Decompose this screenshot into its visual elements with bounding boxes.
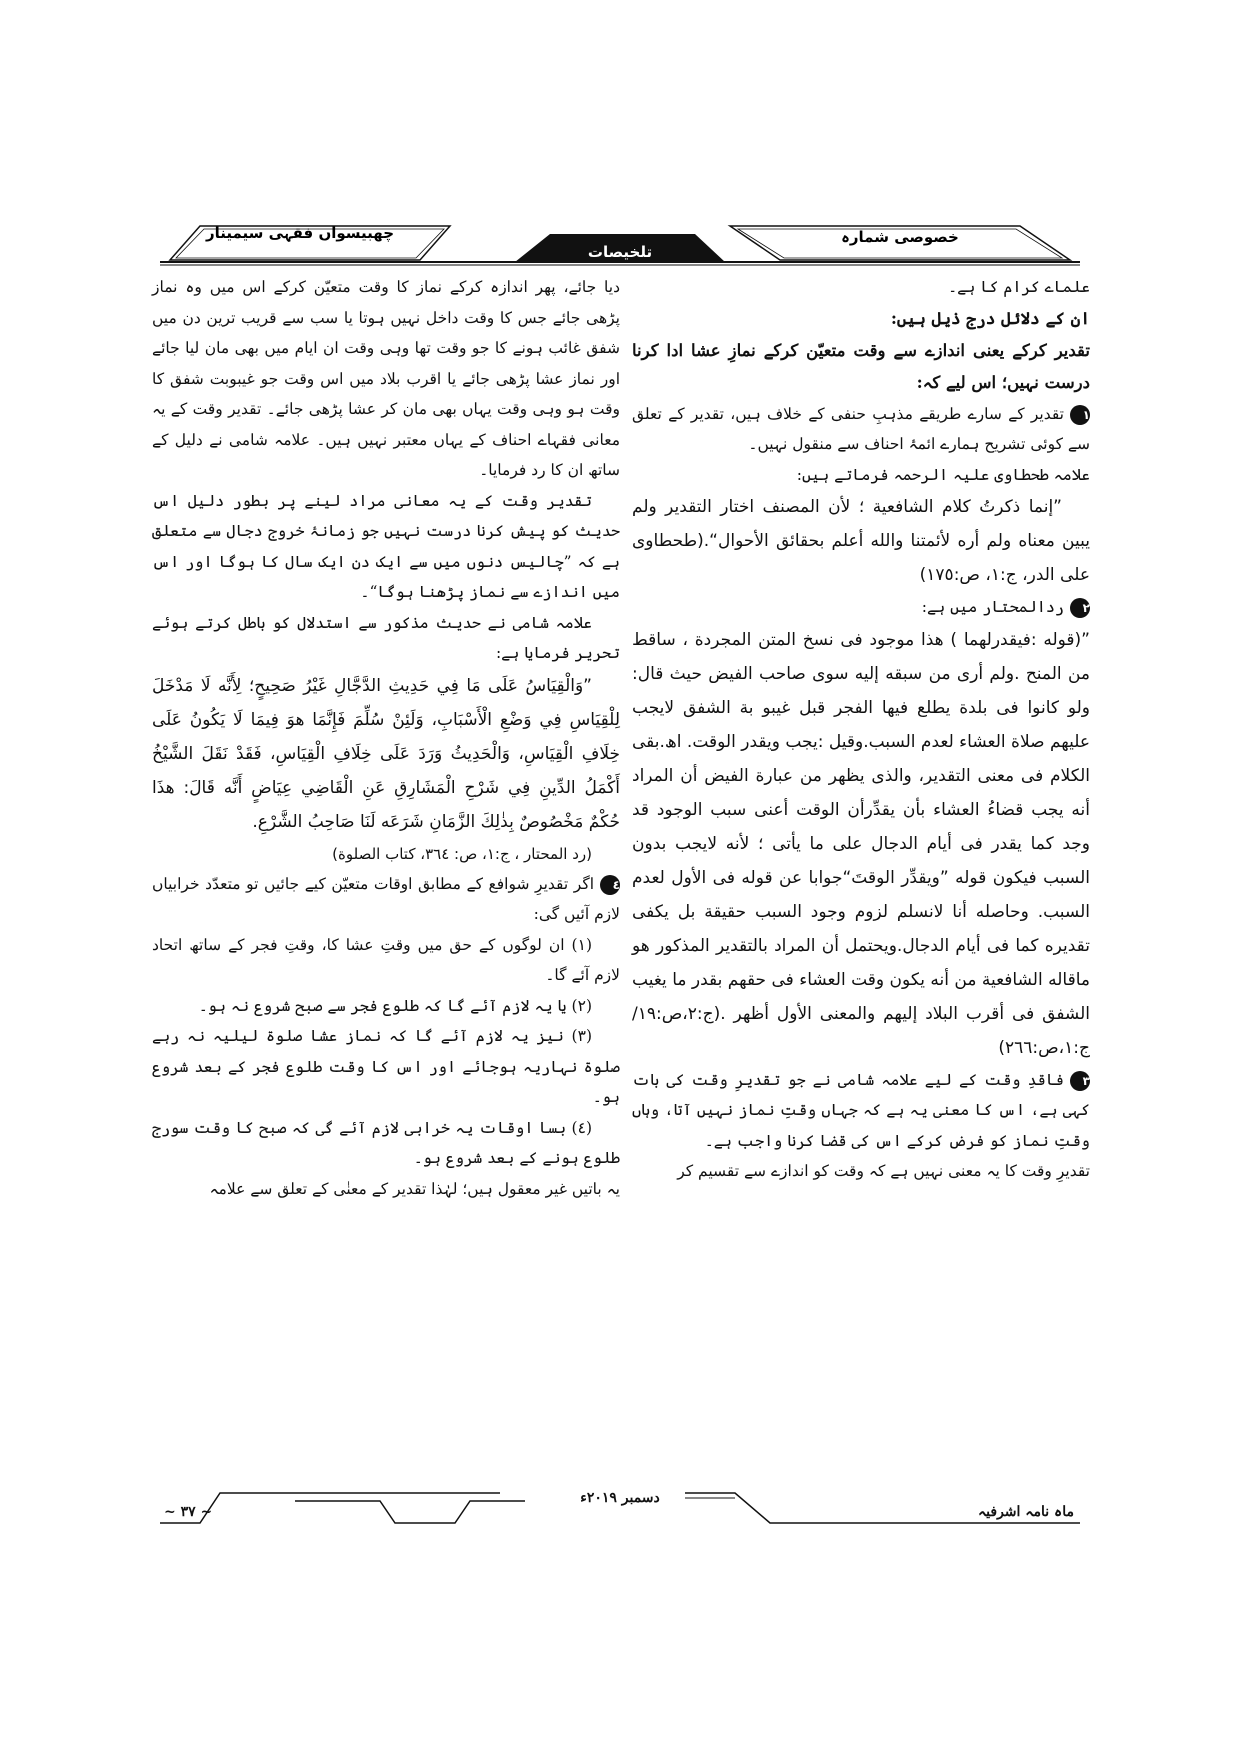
paragraph-text: تقدیر کے سارے طریقے مذہبِ حنفی کے خلاف ہیں، تقدیر کے تعلق سے کوئی تشریح ہمارے ائمۂ احناف سے منقول نہیں۔	[632, 404, 1090, 453]
paragraph: یہ باتیں غیر معقول ہیں؛ لہٰذا تقدیر کے معنٰی کے تعلق سے علامہ	[209, 1179, 620, 1198]
paragraph: دیا جائے، پھر اندازہ کرکے نماز کا وقت متعیّن کرکے اس میں وہ نماز پڑھی جائے جس کا وقت داخل نہیں ہوتا یا سب سے قریب ترین دن میں شفق غائب ہونے کا جو وقت تھا وہی وقت ان ایام میں بھی مان لیا جائے اور نماز عشا پڑھی جائے یا اقرب بلاد میں اس وقت جو غیبوبت شفق کا وقت ہو وہی وقت یہاں بھی مان کر عشا پڑھی جائے۔ تقدیر وقت کے یہ معانی فقہاے احناف کے یہاں معتبر نہیں ہیں۔ علامہ شامی نے دلیل کے ساتھ ان کا رد فرمایا۔	[152, 278, 620, 479]
numbered-paragraph	[632, 399, 1090, 460]
paragraph: تقدیر وقت کے یہ معانی مراد لینے پر بطور دلیل اس حدیث کو پیش کرنا درست نہیں جو زمانۂ خروج دجال سے متعلق ہے کہ ”چالیس دنوں میں سے ایک دن ایک سال کا ہوگا اور اس میں اندازے سے نماز پڑھنا ہوگا“۔	[152, 491, 620, 601]
header-section-title: تلخیصات	[587, 243, 653, 261]
arabic-quote: ”إنما ذكرتُ كلام الشافعية ؛ لأن المصنف اختار التقدير ولم يبين معناه ولم أره لأئمتنا والله أعلم بحقائق الأحوال“.(طحطاوی علی الدر، ج:١، ص:١٧٥)	[632, 497, 1090, 585]
paragraph-text: اگر تقدیرِ شوافع کے مطابق اوقات متعیّن کیے جائیں تو متعدّد خرابیاں لازم آئیں گی:	[152, 874, 620, 923]
section-heading: ان کے دلائل درج ذیل ہیں:	[890, 308, 1090, 328]
list-item: (٣) نیز یہ لازم آئے گا کہ نماز عشا صلوۃ لیلیہ نہ رہے صلوۃ نہاریہ ہوجائے اور اس کا وقت طلوع فجر کے بعد شروع ہو۔	[152, 1027, 620, 1106]
paragraph: تقدیرِ وقت کا یہ معنی نہیں ہے کہ وقت کو اندازے سے تقسیم کر	[677, 1162, 1090, 1180]
number-badge: ٤	[600, 875, 620, 895]
number-badge: ٢	[1070, 598, 1090, 618]
paragraph: علامہ طحطاوی علیہ الرحمہ فرماتے ہیں:	[796, 465, 1090, 484]
list-item: (٢) یا یہ لازم آئے گا کہ طلوع فجر سے صبح شروع نہ ہو۔	[198, 996, 592, 1015]
magazine-name: ماہ نامہ اشرفیہ	[977, 1504, 1074, 1520]
arabic-quote: ”وَالْقِيَاسُ عَلَى مَا فِي حَدِيثِ الدَّجَّالِ غَيْرُ صَحِيحٍ؛ لِأَنَّه لَا مَدْخَلَ لِلْقِيَاسِ فِي وَضْعِ الْأَسْبَابِ، وَلَئِنْ سُلِّمَ فَإِنَّمَا هوَ فِيمَا لَا يَكُونُ عَلَى خِلَافِ الْقِيَاسِ، وَالْحَدِيثُ وَرَدَ عَلَى خِلَافِ الْقِيَاسِ، فَقَدْ نَقَلَ الشَّيْخُ أَكْمَلُ الدِّينِ فِي شَرْحِ الْمَشَارِقِ عَنِ الْقَاضِي عِيَاضٍ أَنَّه قَالَ: هذَا حُكْمٌ مَخْصُوصٌ بِذٰلِكَ الزَّمَانِ شَرَعَه لَنَا صَاحِبُ الشَّرْعِ.	[152, 675, 620, 832]
section-heading: تقدیر کرکے یعنی اندازے سے وقت متعیّن کرکے نمازِ عشا ادا کرنا درست نہیں؛ اس لیے کہ:	[632, 340, 1090, 392]
header-seminar-title: چھبیسواں فقہی سیمینار	[205, 224, 395, 242]
paragraph-text: ردالمحتار میں ہے:	[921, 598, 1064, 616]
arabic-quote: ”(قوله :فيقدرلهما ) هذا موجود فى نسخ المتن المجردة ، ساقط من المنح .ولم أرى من سبقه إليه سوى صاحب الفيض حيث قال: ولو كانوا فى بلدة يطلع فيها الفجر قبل غيبو بة الشفق لايجب عليهم صلاة العشاء لعدم السبب.وقيل :يجب ويقدر الوقت. اھ.بقى الكلام فى معنى التقدير، والذى يظهر من عبارة الفيض أن المراد أنه يجب قضاءُ العشاء بأن يقدِّرأن الوقت أعنى سبب الوجود قد وجد كما يقدر فى أيام الدجال على ما يأتى ؛ لأنه لايجب بدون السبب فيكون قوله ”ويقدِّر الوقتَ“جوابا عن قوله فى الأول لعدم السبب. وحاصله أنا لانسلم لزوم وجود السبب حقيقة بل يكفى تقديره كما فى أيام الدجال.ويحتمل أن المراد بالتقدير المذكور هو ماقاله الشافعية من أنه يكون وقت العشاء فى حقهم بقدر ما يغيب الشفق فى أقرب البلاد إليهم والمعنى الأول أظهر .(ج:٢،ص:١٩/ ج:١،ص:٢٦٦)	[632, 629, 1090, 1058]
numbered-paragraph	[632, 592, 1090, 623]
list-item: (٤) بسا اوقات یہ خرابی لازم آئے گی کہ صبح کا وقت سورج طلوع ہونے کے بعد شروع ہو۔	[152, 1118, 620, 1167]
issue-date: دسمبر ٢٠١٩ء	[580, 1490, 660, 1506]
numbered-paragraph	[632, 1065, 1090, 1157]
left-column	[152, 272, 620, 1204]
list-item: (١) ان لوگوں کے حق میں وقتِ عشا کا، وقتِ فجر کے ساتھ اتحاد لازم آئے گا۔	[152, 935, 620, 984]
number-badge: ١	[1070, 405, 1090, 425]
citation: (رد المحتار ، ج:١، ص: ٣٦٤، كتاب الصلوة)	[332, 844, 592, 863]
paragraph: علماے کرام کا ہے۔	[948, 278, 1090, 296]
page-header	[160, 218, 1080, 268]
number-badge: ٣	[1070, 1071, 1090, 1091]
page-number: ~ ٣٧ ~	[164, 1504, 213, 1520]
header-special-issue: خصوصی شمارہ	[841, 228, 959, 246]
paragraph: علامہ شامی نے حدیث مذکور سے استدلال کو باطل کرتے ہوئے تحریر فرمایا ہے:	[152, 613, 620, 662]
paragraph-text: فاقدِ وقت کے لیے علامہ شامی نے جو تقدیرِ وقت کی بات کہی ہے، اس کا معنی یہ ہے کہ جہاں وقتِ نماز نہیں آتا، وہاں وقتِ نماز کو فرض کرکے اس کی قضا کرنا واجب ہے۔	[632, 1070, 1090, 1150]
numbered-paragraph	[152, 869, 620, 930]
right-column	[632, 272, 1090, 1187]
page-footer	[160, 1490, 1080, 1540]
